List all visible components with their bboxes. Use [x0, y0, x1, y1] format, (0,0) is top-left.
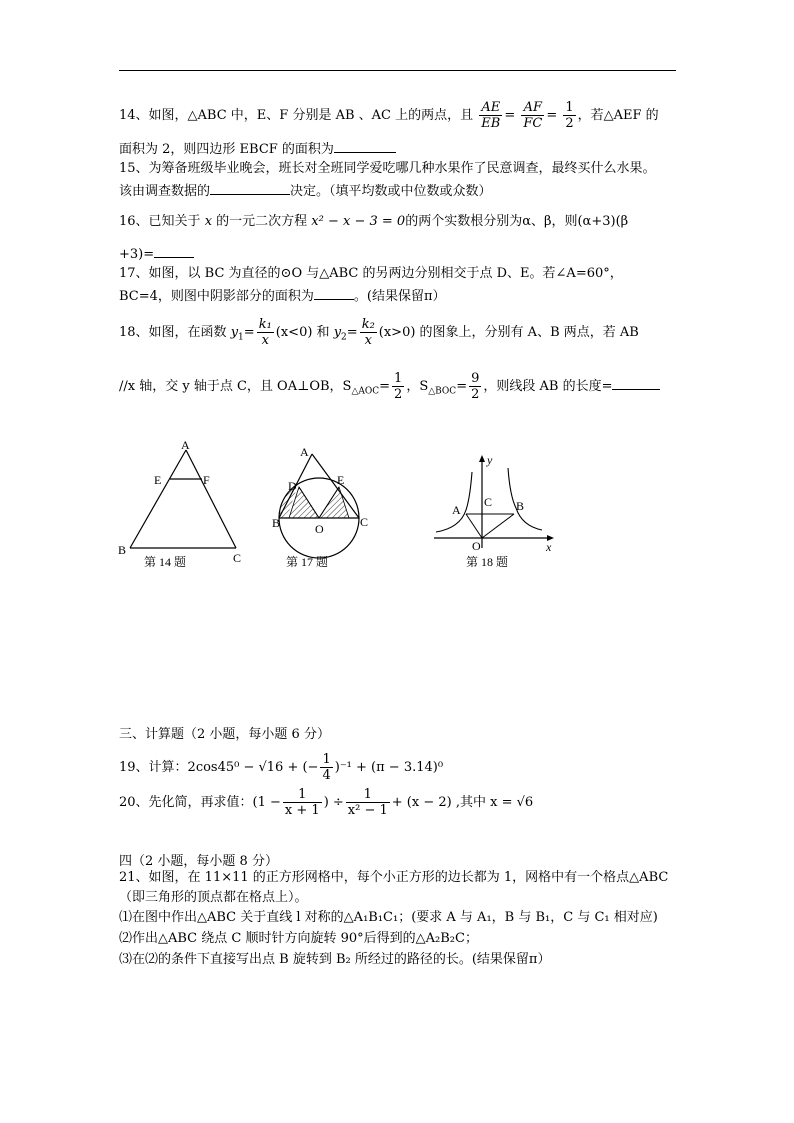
label-b: B: [516, 499, 525, 513]
q14-frac-ae-eb: $\frac{AE}{EB}$: [481, 100, 501, 131]
q15-line2: 该由调查数据的 决定。（填平均数或中位数或众数）: [119, 184, 492, 199]
answer-blank[interactable]: [154, 245, 194, 258]
label-y: y: [487, 453, 493, 467]
q14-frac-half: $\frac{1}{2}$: [565, 100, 574, 131]
label-c: C: [360, 515, 369, 529]
label-b: B: [272, 516, 281, 530]
q16-equation: x² − x − 3 = 0: [311, 214, 406, 229]
answer-blank[interactable]: [334, 140, 396, 153]
q17-line1: 17、如图，以 BC 为直径的⊙O 与△ABC 的另两边分别相交于点 D、E。若∠A=60°，: [119, 266, 623, 281]
q16-line2: +3)=: [119, 245, 194, 263]
label-e: E: [154, 473, 162, 487]
figure-caption: 第 17 题: [286, 555, 329, 569]
q18-frac-k2: $\frac{\text{k₂}}{x}$: [361, 317, 375, 348]
q21-line3: ⑴在图中作出△ABC 关于直线 l 对称的△A₁B₁C₁；(要求 A 与 A₁，B 与 B₁，C 与 C₁ 相对应): [119, 910, 658, 925]
label-c: C: [233, 551, 242, 565]
q15-line1: 15、为筹备班级毕业晚会，班长对全班同学爱吃哪几种水果作了民意调查，最终买什么水果。: [119, 161, 656, 176]
q18-line2: //x 轴，交 y 轴于点 C，且 OA⊥OB，$S_{\triangle AOC}=$ $\frac{1}{2}$ ，$S_{\triangle BOC}=$ $\frac{9}{2}$ ，则线段 AB 的长度=: [119, 371, 660, 402]
q20-frac-1: $\frac{1}{x + 1}$: [284, 787, 320, 818]
label-c: C: [484, 495, 493, 509]
figure-17-circle: [270, 444, 380, 572]
label-d: D: [288, 479, 297, 493]
q18-frac-half: $\frac{1}{2}$: [394, 371, 403, 402]
q14-text: 14、如图，△ABC 中，E、F 分别是 AB 、AC 上的两点，且: [119, 108, 474, 123]
q20-line: 20、先化简，再求值：(1 − $\frac{1}{x + 1}$ ) ÷ $\frac{1}{\text{x² − 1}}$ + (x − 2) ,其中 x = √6: [119, 787, 534, 818]
section-3-title: 三、计算题（2 小题，每小题 6 分）: [119, 727, 330, 742]
q20-frac-2: $\frac{1}{\text{x² − 1}}$: [347, 787, 388, 818]
figure-18-graph: [430, 452, 560, 572]
q17-line2: BC=4，则图中阴影部分的面积为 。(结果保留π）: [119, 289, 446, 304]
q18-frac-ninehalf: $\frac{9}{2}$: [471, 371, 480, 402]
figure-caption: 第 14 题: [144, 555, 187, 569]
section-4-title: 四（2 小题，每小题 8 分）: [119, 854, 278, 869]
q18-frac-k1: $\frac{\text{k₁}}{x}$: [258, 317, 272, 348]
label-f: F: [203, 473, 210, 487]
q21-line5: ⑶在⑵的条件下直接写出点 B 旋转到 B₂ 所经过的路径的长。(结果保留π）: [119, 952, 551, 967]
q19-frac: $\frac{1}{4}$: [322, 752, 331, 783]
q19-line: 19、计算：2cos45⁰ − √16 + (− $\frac{1}{4}$ )⁻¹ + (π − 3.14)⁰: [119, 752, 444, 783]
answer-blank[interactable]: [612, 377, 660, 390]
label-a: A: [181, 438, 190, 452]
header-rule: [119, 70, 676, 71]
q14-frac-af-fc: $\frac{AF}{FC}$: [523, 100, 543, 131]
answer-blank[interactable]: [314, 287, 354, 300]
label-o: O: [472, 539, 481, 553]
answer-blank[interactable]: [210, 182, 290, 195]
label-a: A: [452, 503, 461, 517]
q21-line1: 21、如图，在 11×11 的正方形网格中，每个小正方形的边长都为 1，网格中有一个格点△ABC: [119, 870, 669, 885]
q21-line2: （即三角形的顶点都在格点上）。: [119, 890, 308, 905]
figure-14-triangle: [112, 436, 252, 572]
q14-line2: 面积为 2，则四边形 EBCF 的面积为: [119, 140, 396, 158]
label-x: x: [546, 540, 552, 554]
figure-caption: 第 18 题: [466, 555, 509, 569]
q14-line1: 14、如图，△ABC 中，E、F 分别是 AB 、AC 上的两点，且 $\frac{AE}{EB}$ = $\frac{AF}{FC}$ = $\frac{1}{2}$ ，若△AEF 的: [119, 100, 659, 131]
label-o: O: [315, 522, 324, 536]
q16-line1: 16、已知关于 x 的一元二次方程 x² − x − 3 = 0的两个实数根分别为α、β，则(α+3)(β: [119, 214, 629, 229]
label-e: E: [337, 473, 345, 487]
label-a: A: [300, 445, 309, 459]
q21-line4: ⑵作出△ABC 绕点 C 顺时针方向旋转 90°后得到的△A₂B₂C；: [119, 931, 478, 946]
q18-line1: 18、如图，在函数 $y_1=$ $\frac{\text{k₁}}{x}$ (x<0) 和 $y_2=$ $\frac{\text{k₂}}{x}$ (x>0) 的图象上，分别有 A、B 两点，若 AB: [119, 317, 639, 348]
label-b: B: [118, 543, 127, 557]
